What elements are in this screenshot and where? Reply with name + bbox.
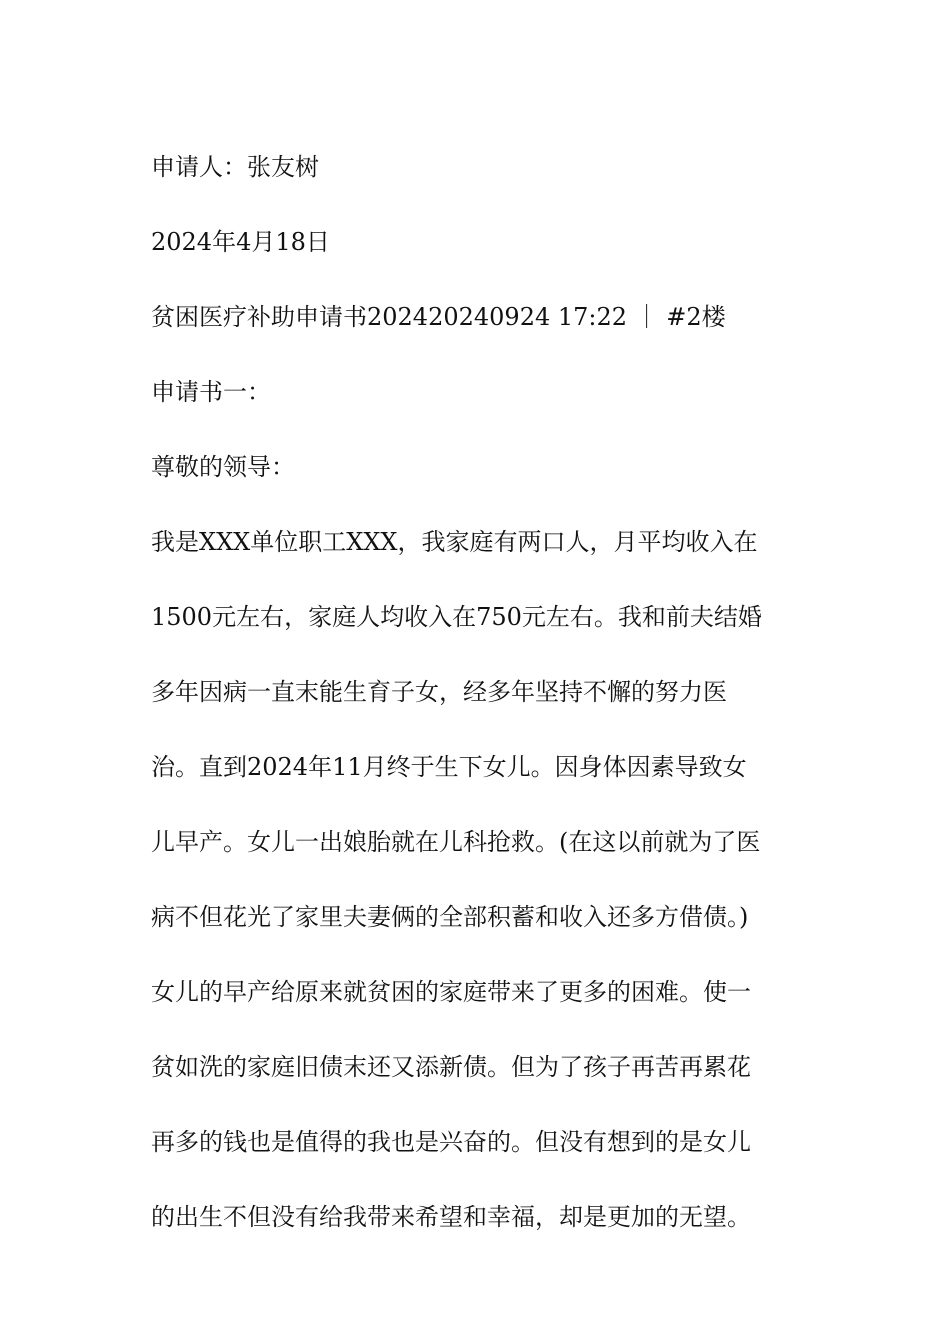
applicant-line: 申请人：张友树 [151,153,319,181]
paragraph-line: 病不但花光了家里夫妻俩的全部积蓄和收入还多方借债。) [151,903,749,931]
paragraph-line: 再多的钱也是值得的我也是兴奋的。但没有想到的是女儿 [151,1128,751,1156]
document-body [151,130,811,1255]
post-title-line: 贫困医疗补助申请书202420240924 17:22 ｜ #2楼 [151,303,726,331]
paragraph-line: 女儿的早产给原来就贫困的家庭带来了更多的困难。使一 [151,978,751,1006]
section-heading: 申请书一： [151,378,271,406]
paragraph-line: 多年因病一直末能生育子女，经多年坚持不懈的努力医 [151,678,727,706]
paragraph-line: 贫如洗的家庭旧债末还又添新债。但为了孩子再苦再累花 [151,1053,751,1081]
paragraph-line: 的出生不但没有给我带来希望和幸福，却是更加的无望。 [151,1203,751,1231]
date-line: 2024年4月18日 [151,228,330,256]
paragraph-line: 治。直到2024年11月终于生下女儿。因身体因素导致女 [151,753,747,781]
paragraph-line: 儿早产。女儿一出娘胎就在儿科抢救。(在这以前就为了医 [151,828,761,856]
paragraph-line: 我是XXX单位职工XXX，我家庭有两口人，月平均收入在 [151,528,758,556]
paragraph-line: 1500元左右，家庭人均收入在750元左右。我和前夫结婚 [151,603,762,631]
salutation: 尊敬的领导： [151,453,295,481]
